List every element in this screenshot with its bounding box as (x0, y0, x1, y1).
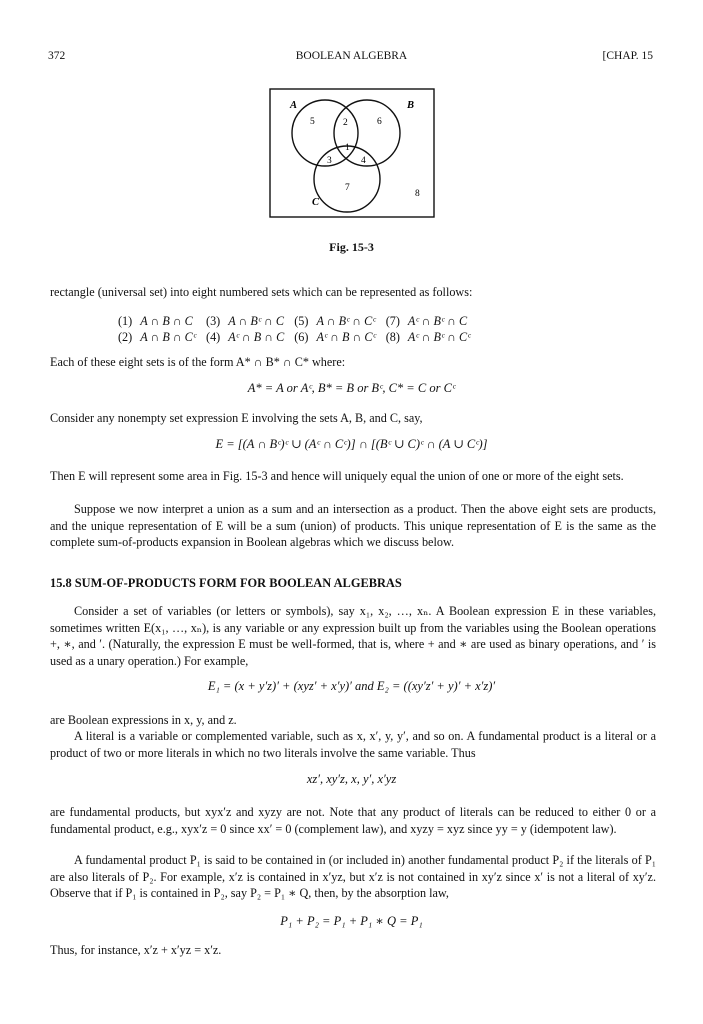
set-number: (7) (385, 314, 400, 328)
set-number: (5) (294, 314, 309, 328)
consider-line: Consider any nonempty set expression E involving the sets A, B, and C, say, (50, 411, 423, 425)
set-expression: A ∩ Bᶜ ∩ Cᶜ (316, 314, 376, 328)
page-number: 372 (48, 50, 66, 62)
section-heading: 15.8 SUM-OF-PRODUCTS FORM FOR BOOLEAN ALGEBRAS (50, 576, 402, 590)
venn-diagram (269, 88, 435, 218)
set-expression: A ∩ B ∩ Cᶜ (140, 330, 197, 344)
paragraph-fundamental: are fundamental products, but xyx′z and xyzy are not. Note that any product of literals can be reduced to either 0 or a fundamental product, e.g., xyx′z = 0 since xx′ = 0 (complement law), and xyzy = xyz since yy = y (idempotent law). (50, 805, 656, 836)
sets-row (118, 313, 480, 329)
region-6: 6 (377, 117, 382, 127)
circle-a (292, 100, 358, 166)
paragraph-then: Then E will represent some area in Fig. 15-3 and hence will uniquely equal the union of one or more of the eight sets. (50, 469, 624, 483)
paragraph-contained: A fundamental product P₁ is said to be contained in (or included in) another fundamental product P₂ if the literals of P₁ are also literals of P₂. For example, x′z is contained in x′yz, but x′z is not contained in xy′z since x′ is not a literal of xy′z. Observe that if P₁ is contained in P₂, say P₂ = P₁ ∗ Q, then, by the absorption law, (50, 853, 656, 900)
circle-c (314, 146, 380, 212)
fundamental-products: xz′, xy′z, x, y′, x′yz (306, 772, 397, 786)
region-4: 4 (361, 156, 366, 166)
set-expression: Aᶜ ∩ B ∩ C (228, 330, 285, 344)
set-number: (3) (206, 314, 221, 328)
region-5: 5 (310, 117, 315, 127)
sets-table (118, 313, 480, 345)
sets-row (118, 329, 480, 345)
set-expression: A ∩ B ∩ C (140, 314, 193, 328)
star-definition: A* = A or Aᶜ, B* = B or Bᶜ, C* = C or Cᶜ (247, 381, 456, 395)
form-line: Each of these eight sets is of the form A* ∩ B* ∩ C* where: (50, 355, 346, 369)
example-expressions: E₁ = (x + y′z)′ + (xyz′ + x′y)′ and E₂ = ((xy′z′ + y)′ + x′z)′ (207, 679, 496, 693)
chapter-label: [CHAP. 15 (602, 50, 653, 62)
paragraph-literal: A literal is a variable or complemented variable, such as x, x′, y, y′, and so on. A fundamental product is a literal or a product of two or more literals in which no two literals involve the same variable. Thus (50, 729, 656, 760)
set-expression: Aᶜ ∩ B ∩ Cᶜ (316, 330, 376, 344)
paragraph-suppose: Suppose we now interpret a union as a sum and an intersection as a product. Then the above eight sets are products, and the unique representation of E will be a sum (union) of products. This unique representation of E is the same as the complete sum-of-products expansion in Boolean algebras which we discuss below. (50, 502, 656, 549)
absorption-expression: P₁ + P₂ = P₁ + P₁ ∗ Q = P₁ (280, 914, 423, 928)
intro-line: rectangle (universal set) into eight numbered sets which can be represented as follows: (50, 285, 473, 299)
set-expression: A ∩ Bᶜ ∩ C (228, 314, 285, 328)
region-7: 7 (345, 183, 350, 193)
circle-b (334, 100, 400, 166)
set-expression: Aᶜ ∩ Bᶜ ∩ C (407, 314, 468, 328)
label-a: A (290, 100, 298, 111)
paragraph-thus: Thus, for instance, x′z + x′yz = x′z. (50, 943, 222, 957)
region-1: 1 (345, 143, 350, 153)
region-2: 2 (343, 118, 348, 128)
paragraph-boolean-expression: Consider a set of variables (or letters or symbols), say x₁, x₂, …, xₙ. A Boolean expression E in these variables, sometimes written E(x₁, …, xₙ), is any variable or any expression built up from the variables using the Boolean operations +, ∗, and ′. (Naturally, the expression E must be well-formed, that is, where + and ∗ are used as binary operations, and ′ is used as a unary operation.) For example, (50, 604, 656, 668)
set-number: (1) (118, 314, 133, 328)
set-number: (2) (118, 330, 133, 344)
paragraph-are: are Boolean expressions in x, y, and z. (50, 713, 237, 727)
set-number: (4) (206, 330, 221, 344)
label-b: B (407, 100, 415, 111)
label-c: C (312, 197, 320, 208)
set-expression: Aᶜ ∩ Bᶜ ∩ Cᶜ (407, 330, 471, 344)
set-number: (6) (294, 330, 309, 344)
e-expression: E = [(A ∩ Bᶜ)ᶜ ∪ (Aᶜ ∩ Cᶜ)] ∩ [(Bᶜ ∪ C)ᶜ ∩ (A ∪ Cᶜ)] (215, 437, 488, 451)
set-number: (8) (385, 330, 400, 344)
figure-caption: Fig. 15-3 (329, 240, 374, 254)
region-8: 8 (415, 189, 420, 199)
region-3: 3 (327, 156, 332, 166)
running-title: BOOLEAN ALGEBRA (295, 50, 408, 62)
